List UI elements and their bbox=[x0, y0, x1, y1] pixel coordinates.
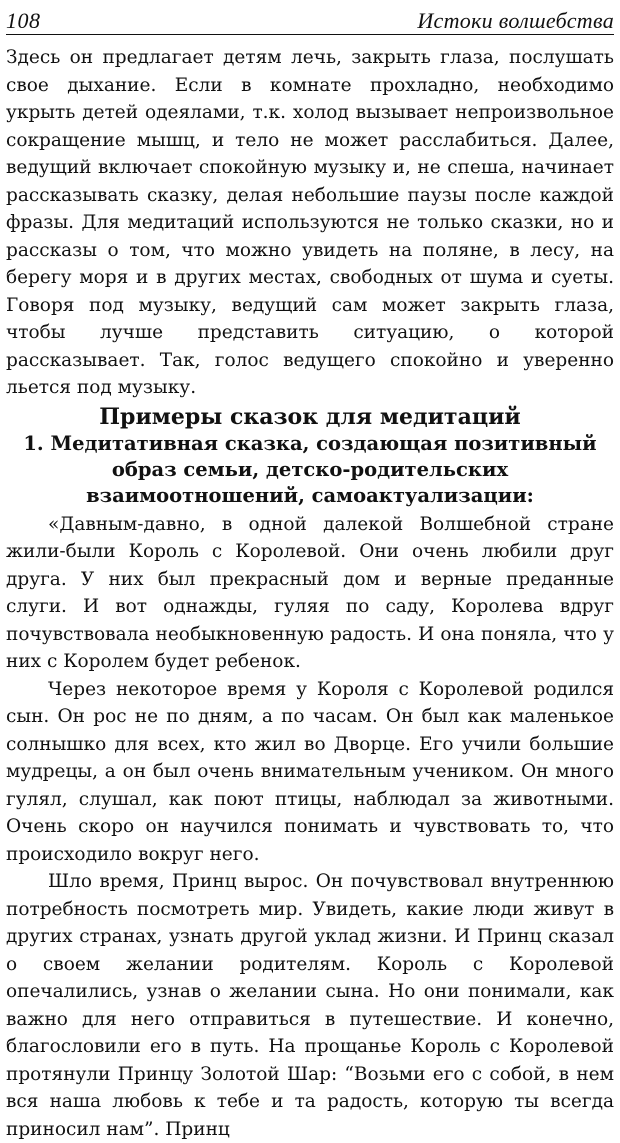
subsection-title: 1. Медитативная сказка, создающая позитивный образ семьи, детско-родительских взаимоотношений, самоактуализации: bbox=[23, 431, 597, 507]
story-paragraph: Через некоторое время у Короля с Королевой родился сын. Он рос не по дням, а по часам. Он был как маленькое солнышко для всех, кто жил во Дворце. Его учили большие мудрецы, а он был очень внимательным учеником. Он много гулял, слушал, как поют птицы, наблюдал за животными. Очень скоро он научился понимать и чувствовать то, что происходило вокруг него. bbox=[6, 678, 614, 865]
page-number: 108 bbox=[6, 8, 41, 33]
page-header bbox=[6, 0, 614, 35]
intro-paragraph: Здесь он предлагает детям лечь, закрыть глаза, послушать свое дыхание. Если в комнате прохладно, необходимо укрыть детей одеялами, т.к. холод вызывает непроизвольное сокращение мышц, и тело не может расслабиться. Далее, ведущий включает спокойную музыку и, не спеша, начинает рассказывать сказку, делая небольшие паузы после каждой фразы. Для медитаций используются не только сказки, но и рассказы о том, что можно увидеть на поляне, в лесу, на берегу моря и в других местах, свободных от шума и суеты. Говоря под музыку, ведущий сам может закрыть глаза, чтобы лучше представить ситуацию, о которой рассказывает. Так, голос ведущего спокойно и уверенно льется под музыку. bbox=[6, 47, 614, 398]
page-content bbox=[6, 35, 614, 1143]
story-paragraph: Шло время, Принц вырос. Он почувствовал внутреннюю потребность посмотреть мир. Увидеть, какие люди живут в других странах, узнать другой уклад жизни. И Принц сказал о своем желании родителям. Король с Королевой опечалились, узнав о желании сына. Но они понимали, как важно для него отправиться в путешествие. И конечно, благословили его в путь. На прощанье Король с Королевой протянули Принцу Золотой Шар: “Возьми его с собой, в нем вся наша любовь к тебе и та радость, которую ты всегда приносил нам”. Принц bbox=[6, 871, 614, 1140]
running-title: Истоки волшебства bbox=[417, 8, 614, 33]
story-paragraph: «Давным-давно, в одной далекой Волшебной стране жили-были Король с Королевой. Они очень любили друг друга. У них был прекрасный дом и верные преданные слуги. И вот однажды, гуляя по саду, Королева вдруг почувствовала необыкновенную радость. И она поняла, что у них с Королем будет ребенок. bbox=[6, 513, 614, 672]
section-title: Примеры сказок для медитаций bbox=[99, 403, 521, 430]
